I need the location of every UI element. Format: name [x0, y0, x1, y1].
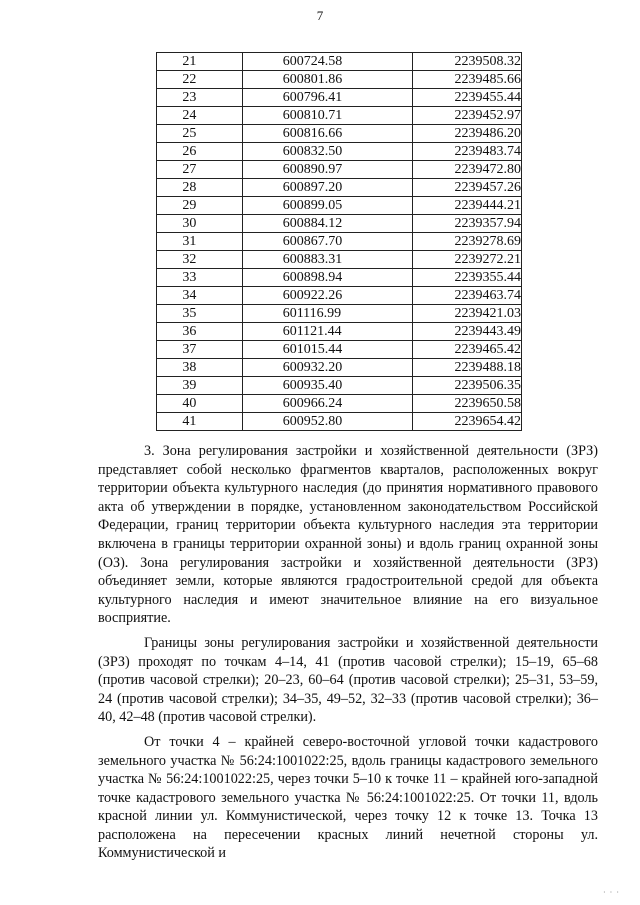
x-coordinate-cell: 600816.66 — [242, 125, 412, 143]
x-coordinate-cell: 600724.58 — [242, 53, 412, 71]
point-number-cell: 22 — [157, 71, 243, 89]
y-coordinate-cell: 2239457.26 — [412, 179, 522, 197]
table-row — [157, 197, 522, 215]
paragraph-boundary-route: От точки 4 – крайней северо-восточной угловой точки кадастрового земельного участка № 56:24:1001022:25, вдоль границы кадастрового земельного участка № 56:24:1001022:25, через точки 5–10 к точке 11 – крайней юго-западной точке кадастрового земельного участка № 56:24:1001022:25. От точки 11, вдоль красной линии ул. Коммунистической, через точку 12 к точке 13. Точка 13 расположена на пересечении красных линий нечетной стороны ул. Коммунистической и — [98, 733, 598, 862]
x-coordinate-cell: 600897.20 — [242, 179, 412, 197]
y-coordinate-cell: 2239485.66 — [412, 71, 522, 89]
table-row — [157, 233, 522, 251]
point-number-cell: 27 — [157, 161, 243, 179]
table-row — [157, 269, 522, 287]
point-number-cell: 39 — [157, 377, 243, 395]
point-number-cell: 24 — [157, 107, 243, 125]
y-coordinate-cell: 2239421.03 — [412, 305, 522, 323]
x-coordinate-cell: 601015.44 — [242, 341, 412, 359]
paragraph-zrz-boundaries: Границы зоны регулирования застройки и хозяйственной деятельности (ЗРЗ) проходят по точкам 4–14, 41 (против часовой стрелки); 15–19, 65–68 (против часовой стрелки); 20–23, 60–64 (против часовой стрелки); 25–31, 53–59, 24 (против часовой стрелки); 34–35, 49–52, 32–33 (против часовой стрелки); 36–40, 42–48 (против часовой стрелки). — [98, 634, 598, 726]
table-row — [157, 125, 522, 143]
paragraph-zrz-description: 3. Зона регулирования застройки и хозяйственной деятельности (ЗРЗ) представляет собой несколько фрагментов кварталов, расположенных вокруг территории объекта культурного наследия (до принятия нормативного правового акта об утверждении в порядке, установленном законодательством Российской Федерации, границ территории объекта культурного наследия эта территории включена в границы территории охранной зоны) и вдоль границ охранной зоны (ОЗ). Зона регулирования застройки и хозяйственной деятельности (ЗРЗ) объединяет земли, которые являются градостроительной средой для объекта культурного наследия и имеют значительное влияние на его визуальное восприятие. — [98, 443, 598, 627]
table-row — [157, 215, 522, 233]
point-number-cell: 36 — [157, 323, 243, 341]
x-coordinate-cell: 600898.94 — [242, 269, 412, 287]
table-row — [157, 287, 522, 305]
table-row — [157, 53, 522, 71]
table-row — [157, 323, 522, 341]
x-coordinate-cell: 600883.31 — [242, 251, 412, 269]
table-row — [157, 161, 522, 179]
y-coordinate-cell: 2239455.44 — [412, 89, 522, 107]
y-coordinate-cell: 2239506.35 — [412, 377, 522, 395]
x-coordinate-cell: 600890.97 — [242, 161, 412, 179]
point-number-cell: 41 — [157, 413, 243, 431]
table-row — [157, 251, 522, 269]
x-coordinate-cell: 600801.86 — [242, 71, 412, 89]
x-coordinate-cell: 600867.70 — [242, 233, 412, 251]
y-coordinate-cell: 2239443.49 — [412, 323, 522, 341]
x-coordinate-cell: 600935.40 — [242, 377, 412, 395]
x-coordinate-cell: 601116.99 — [242, 305, 412, 323]
x-coordinate-cell: 600952.80 — [242, 413, 412, 431]
point-number-cell: 29 — [157, 197, 243, 215]
x-coordinate-cell: 601121.44 — [242, 323, 412, 341]
table-row — [157, 89, 522, 107]
y-coordinate-cell: 2239444.21 — [412, 197, 522, 215]
y-coordinate-cell: 2239272.21 — [412, 251, 522, 269]
table-row — [157, 395, 522, 413]
y-coordinate-cell: 2239472.80 — [412, 161, 522, 179]
point-number-cell: 28 — [157, 179, 243, 197]
point-number-cell: 21 — [157, 53, 243, 71]
point-number-cell: 40 — [157, 395, 243, 413]
y-coordinate-cell: 2239486.20 — [412, 125, 522, 143]
table-row — [157, 143, 522, 161]
table-row — [157, 305, 522, 323]
point-number-cell: 33 — [157, 269, 243, 287]
point-number-cell: 25 — [157, 125, 243, 143]
point-number-cell: 38 — [157, 359, 243, 377]
table-row — [157, 179, 522, 197]
y-coordinate-cell: 2239654.42 — [412, 413, 522, 431]
y-coordinate-cell: 2239278.69 — [412, 233, 522, 251]
table-row — [157, 341, 522, 359]
x-coordinate-cell: 600966.24 — [242, 395, 412, 413]
point-number-cell: 31 — [157, 233, 243, 251]
x-coordinate-cell: 600899.05 — [242, 197, 412, 215]
point-number-cell: 23 — [157, 89, 243, 107]
y-coordinate-cell: 2239483.74 — [412, 143, 522, 161]
table-row — [157, 107, 522, 125]
point-number-cell: 26 — [157, 143, 243, 161]
y-coordinate-cell: 2239452.97 — [412, 107, 522, 125]
point-number-cell: 37 — [157, 341, 243, 359]
table-row — [157, 359, 522, 377]
page-number: 7 — [316, 8, 324, 23]
x-coordinate-cell: 600932.20 — [242, 359, 412, 377]
coordinates-table-body — [157, 53, 522, 431]
point-number-cell: 35 — [157, 305, 243, 323]
y-coordinate-cell: 2239465.42 — [412, 341, 522, 359]
y-coordinate-cell: 2239508.32 — [412, 53, 522, 71]
y-coordinate-cell: 2239650.58 — [412, 395, 522, 413]
footer-mark: · · · — [603, 888, 620, 897]
x-coordinate-cell: 600884.12 — [242, 215, 412, 233]
x-coordinate-cell: 600922.26 — [242, 287, 412, 305]
y-coordinate-cell: 2239488.18 — [412, 359, 522, 377]
body-text — [98, 442, 598, 863]
y-coordinate-cell: 2239355.44 — [412, 269, 522, 287]
table-row — [157, 377, 522, 395]
coordinates-table — [156, 52, 522, 431]
point-number-cell: 34 — [157, 287, 243, 305]
y-coordinate-cell: 2239357.94 — [412, 215, 522, 233]
table-row — [157, 71, 522, 89]
point-number-cell: 30 — [157, 215, 243, 233]
x-coordinate-cell: 600796.41 — [242, 89, 412, 107]
x-coordinate-cell: 600832.50 — [242, 143, 412, 161]
y-coordinate-cell: 2239463.74 — [412, 287, 522, 305]
point-number-cell: 32 — [157, 251, 243, 269]
table-row — [157, 413, 522, 431]
x-coordinate-cell: 600810.71 — [242, 107, 412, 125]
